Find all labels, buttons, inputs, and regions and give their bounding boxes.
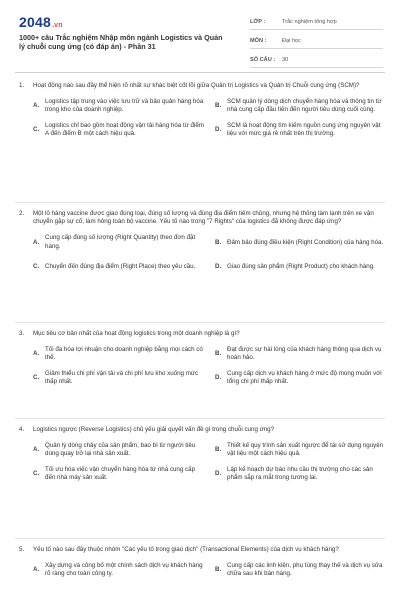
document-meta	[250, 14, 383, 71]
question-1	[19, 82, 381, 144]
option-letter: D.	[215, 262, 222, 270]
option-letter: C.	[33, 470, 40, 478]
logo-text: 2048	[19, 14, 51, 30]
option-text: Tối đa hóa lợi nhuận cho doanh nghiệp bằng mọi cách có thể.	[45, 346, 203, 362]
option-text: Đảm bảo đúng điều kiện (Right Condition) của hàng hóa.	[227, 238, 384, 246]
question-5	[19, 546, 381, 584]
option-letter: C.	[33, 262, 40, 270]
page-header	[0, 0, 400, 70]
option-text: Cung cấp dịch vụ khách hàng ở mức độ mong muốn với tổng chi phí thấp nhất.	[227, 370, 382, 386]
option-d[interactable]	[215, 464, 393, 484]
meta-key: SỐ CÂU :	[250, 56, 276, 63]
question-2	[19, 210, 384, 281]
option-d[interactable]	[215, 257, 393, 277]
options	[33, 440, 384, 488]
option-letter: A.	[33, 350, 40, 358]
question-text: Hoạt động nào sau đây thể hiện rõ nhất sự khác biệt cốt lõi giữa Quản trị Logistics và Quản trị Chuỗi cung ứng (SCM)?	[33, 82, 360, 89]
option-text: Lập kế hoạch dự báo nhu cầu thị trường cho các sản phẩm sắp ra mắt trong tương lai.	[227, 466, 373, 482]
logo-suffix: .vn	[51, 22, 63, 29]
meta-row-count	[250, 52, 383, 68]
document-title: 1000+ câu Trắc nghiệm Nhập môn ngành Logistics và Quản lý chuỗi cung ứng (có đáp án) - Phần 31	[19, 33, 223, 52]
question-4	[19, 426, 384, 488]
question-divider	[15, 538, 385, 539]
question-divider	[15, 418, 385, 419]
option-text: Logistics tập trung vào việc lưu trữ và bảo quản hàng hóa trong kho của doanh nghiệp.	[45, 98, 204, 114]
option-letter: A.	[33, 238, 40, 246]
option-text: Cung cấp đúng số lượng (Right Quantity) theo đơn đặt hàng.	[45, 234, 196, 250]
meta-key: LỚP :	[250, 18, 266, 25]
option-b[interactable]	[215, 344, 393, 364]
option-text: Cung cấp các linh kiện, phụ tùng thay thế và dịch vụ sửa chữa sau khi bán hàng.	[227, 562, 383, 578]
option-c[interactable]	[33, 120, 211, 140]
question-text: Yếu tố nào sau đây thuộc nhóm "Các yếu tố trong giao dịch" (Transactional Elements) của dịch vụ khách hàng?	[33, 546, 339, 553]
question-number: 1.	[19, 82, 25, 89]
option-a[interactable]	[33, 96, 211, 116]
option-letter: D.	[215, 374, 222, 382]
option-c[interactable]	[33, 464, 211, 484]
option-a[interactable]	[33, 344, 211, 364]
option-text: SCM quản lý dòng dịch chuyển hàng hóa và thông tin từ nhà cung cấp đầu tiên đến người tiêu dùng cuối cùng.	[227, 98, 382, 114]
question-text: Một lô hàng vaccine được giao đúng loại, đúng số lượng và đúng địa điểm tiêm chủng, nhưng hệ thống làm lạnh trên xe vận chuyển gặp sự cố, làm hỏng toàn bộ vaccine. Yếu tố nào trong "7 Rights" của logistics đã không được đáp ứng?	[33, 210, 374, 226]
question-divider	[15, 322, 385, 323]
option-text: Thiết kế quy trình sản xuất ngược để tái sử dụng nguyên vật liệu một cách hiệu quả.	[227, 442, 384, 458]
option-letter: B.	[215, 566, 222, 574]
option-b[interactable]	[215, 560, 393, 580]
question-3	[19, 330, 381, 392]
option-letter: D.	[215, 470, 222, 478]
site-logo[interactable]	[19, 14, 63, 30]
option-letter: C.	[33, 126, 40, 134]
question-number: 2.	[19, 210, 25, 217]
options	[33, 233, 384, 281]
question-number: 4.	[19, 426, 25, 433]
option-text: Xây dựng và công bố một chính sách dịch vụ khách hàng rõ ràng cho toàn công ty.	[45, 562, 203, 578]
option-text: Chuyển đến đúng địa điểm (Right Place) theo yêu cầu.	[45, 262, 196, 270]
question-text: Logistics ngược (Reverse Logistics) chủ yếu giải quyết vấn đề gì trong chuỗi cung ứng?	[33, 426, 275, 433]
option-b[interactable]	[215, 233, 393, 253]
option-text: SCM là hoạt động tìm kiếm nguồn cung ứng nguyên vật liệu với mức giá rẻ nhất trên thị trường.	[227, 122, 381, 138]
meta-value: 30	[282, 56, 289, 63]
option-text: Giảm thiểu chi phí vận tải và chi phí lưu kho xuống mức thấp nhất.	[45, 370, 199, 386]
option-b[interactable]	[215, 440, 393, 460]
option-a[interactable]	[33, 440, 211, 460]
meta-key: MÔN :	[250, 37, 267, 44]
option-letter: A.	[33, 566, 40, 574]
option-letter: B.	[215, 446, 222, 454]
option-letter: B.	[215, 350, 222, 358]
options	[33, 560, 381, 584]
option-text: Đạt được sự hài lòng của khách hàng thông qua dịch vụ hoàn hảo.	[227, 346, 382, 362]
option-c[interactable]	[33, 257, 211, 277]
meta-row-class	[250, 14, 383, 30]
option-a[interactable]	[33, 560, 211, 580]
option-letter: B.	[215, 238, 222, 246]
option-c[interactable]	[33, 368, 211, 388]
option-d[interactable]	[215, 120, 393, 140]
question-number: 3.	[19, 330, 25, 337]
option-text: Giao đúng sản phẩm (Right Product) cho khách hàng.	[227, 262, 375, 270]
option-text: Tối ưu hóa việc vận chuyển hàng hóa từ nhà cung cấp đến nhà máy sản xuất.	[45, 466, 196, 482]
option-text: Logistics chỉ bao gồm hoạt động vận tải hàng hóa từ điểm A đến điểm B một cách hiệu quả.	[45, 122, 204, 138]
option-letter: A.	[33, 446, 40, 454]
question-number: 5.	[19, 546, 25, 553]
meta-value: Đại học	[282, 37, 301, 44]
option-d[interactable]	[215, 368, 393, 388]
meta-value: Trắc nghiệm tổng hợp	[282, 18, 337, 25]
option-letter: B.	[215, 102, 222, 110]
question-text: Mục tiêu cơ bản nhất của hoạt động logistics trong một doanh nghiệp là gì?	[33, 330, 240, 337]
option-letter: C.	[33, 374, 40, 382]
option-letter: D.	[215, 126, 222, 134]
option-text: Quản lý dòng chảy của sản phẩm, bao bì từ người tiêu dùng quay trở lại nhà sản xuất.	[45, 442, 196, 458]
option-a[interactable]	[33, 233, 211, 253]
option-b[interactable]	[215, 96, 393, 116]
options	[33, 96, 381, 144]
header-divider	[15, 72, 385, 73]
options	[33, 344, 381, 392]
meta-row-subject	[250, 33, 383, 49]
question-divider	[15, 202, 385, 203]
option-letter: A.	[33, 102, 40, 110]
